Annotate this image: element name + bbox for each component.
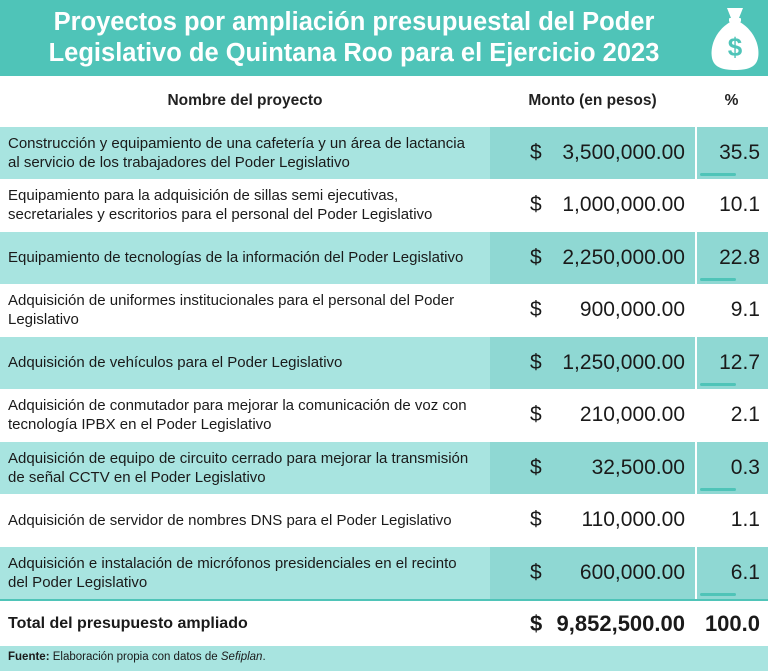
currency-symbol: $ xyxy=(530,508,542,532)
currency-symbol: $ xyxy=(530,298,542,322)
total-row xyxy=(0,599,768,647)
footer-label: Fuente: xyxy=(8,651,50,663)
amount-value: 1,250,000.00 xyxy=(562,350,685,374)
page-title xyxy=(0,7,690,69)
project-pct: 2.1 xyxy=(695,390,768,442)
highlight-underline xyxy=(700,488,736,491)
project-pct: 6.1 xyxy=(695,547,768,599)
amount-value: 3,500,000.00 xyxy=(562,140,685,164)
project-name: Construcción y equipamiento de una cafetería y un área de lactancia al servicio de los trabajadores del Poder Legislativo xyxy=(8,134,465,171)
money-bag-icon xyxy=(708,4,762,72)
amount-value: 210,000.00 xyxy=(579,403,685,427)
project-pct: 10.1 xyxy=(695,180,768,232)
col-header-name: Nombre del proyecto xyxy=(167,92,323,109)
project-name: Adquisición de conmutador para mejorar la comunicación de voz con tecnología IPBX en el Poder Legislativo xyxy=(8,397,467,434)
project-monto xyxy=(490,127,695,179)
col-header-pct: % xyxy=(724,92,739,109)
total-currency: $ xyxy=(530,610,543,636)
amount-value: 110,000.00 xyxy=(581,508,685,532)
currency-symbol: $ xyxy=(530,245,542,269)
project-name: Equipamiento para la adquisición de sillas semi ejecutivas, secretariales y escritorios para el personal del Poder Legislativo xyxy=(8,187,433,224)
highlight-underline xyxy=(700,593,736,596)
currency-symbol: $ xyxy=(530,140,542,164)
total-monto xyxy=(490,611,695,637)
currency-symbol: $ xyxy=(530,560,542,584)
amount-value: 2,250,000.00 xyxy=(562,245,685,269)
svg-text:$: $ xyxy=(727,32,743,62)
source-footer xyxy=(0,646,768,671)
currency-symbol: $ xyxy=(530,350,542,374)
project-monto xyxy=(490,180,695,232)
table-header xyxy=(0,76,768,126)
project-pct: 12.7 xyxy=(695,337,768,389)
project-name: Adquisición de servidor de nombres DNS para el Poder Legislativo xyxy=(8,511,452,529)
project-pct: 22.8 xyxy=(695,232,768,284)
project-monto xyxy=(490,547,695,599)
table-row xyxy=(0,179,768,232)
project-monto xyxy=(490,232,695,284)
project-name: Adquisición e instalación de micrófonos presidenciales en el recinto del Poder Legislativo xyxy=(8,554,457,591)
project-pct: 9.1 xyxy=(695,285,768,337)
amount-value: 900,000.00 xyxy=(579,298,685,322)
project-name: Adquisición de uniformes institucionales para el personal del Poder Legislativo xyxy=(8,292,455,329)
currency-symbol: $ xyxy=(530,403,542,427)
table-row xyxy=(0,546,768,599)
table-row xyxy=(0,389,768,442)
footer-text: Elaboración propia con datos de xyxy=(49,651,221,663)
project-pct: 35.5 xyxy=(695,127,768,179)
footer-end: . xyxy=(262,651,266,663)
table-row xyxy=(0,336,768,389)
table-row xyxy=(0,284,768,337)
project-monto xyxy=(490,495,695,547)
table-row xyxy=(0,231,768,284)
table-row xyxy=(0,441,768,494)
amount-value: 1,000,000.00 xyxy=(562,193,685,217)
total-pct: 100.0 xyxy=(704,610,760,636)
project-name: Adquisición de equipo de circuito cerrado para mejorar la transmisión de señal CCTV en el Poder Legislativo xyxy=(8,449,469,486)
table-row xyxy=(0,126,768,179)
project-monto xyxy=(490,390,695,442)
project-pct: 0.3 xyxy=(695,442,768,494)
footer-source: Sefiplan xyxy=(220,651,263,663)
table-row xyxy=(0,494,768,547)
project-monto xyxy=(490,337,695,389)
amount-value: 600,000.00 xyxy=(579,560,685,584)
total-amount: 9,852,500.00 xyxy=(556,610,685,636)
header-banner xyxy=(0,0,768,76)
highlight-underline xyxy=(700,383,736,386)
project-name: Equipamiento de tecnologías de la información del Poder Legislativo xyxy=(8,249,464,267)
col-header-monto: Monto (en pesos) xyxy=(528,92,657,109)
budget-table xyxy=(0,76,768,647)
highlight-underline xyxy=(700,278,736,281)
project-name: Adquisición de vehículos para el Poder Legislativo xyxy=(8,354,343,372)
amount-value: 32,500.00 xyxy=(591,455,685,479)
project-monto xyxy=(490,285,695,337)
title-line-2: Legislativo de Quintana Roo para el Ejercicio 2023 xyxy=(48,39,660,67)
total-label: Total del presupuesto ampliado xyxy=(8,614,248,632)
currency-symbol: $ xyxy=(530,455,542,479)
highlight-underline xyxy=(700,173,736,176)
currency-symbol: $ xyxy=(530,193,542,217)
project-pct: 1.1 xyxy=(695,495,768,547)
title-line-1: Proyectos por ampliación presupuestal del Poder xyxy=(53,8,655,36)
project-monto xyxy=(490,442,695,494)
